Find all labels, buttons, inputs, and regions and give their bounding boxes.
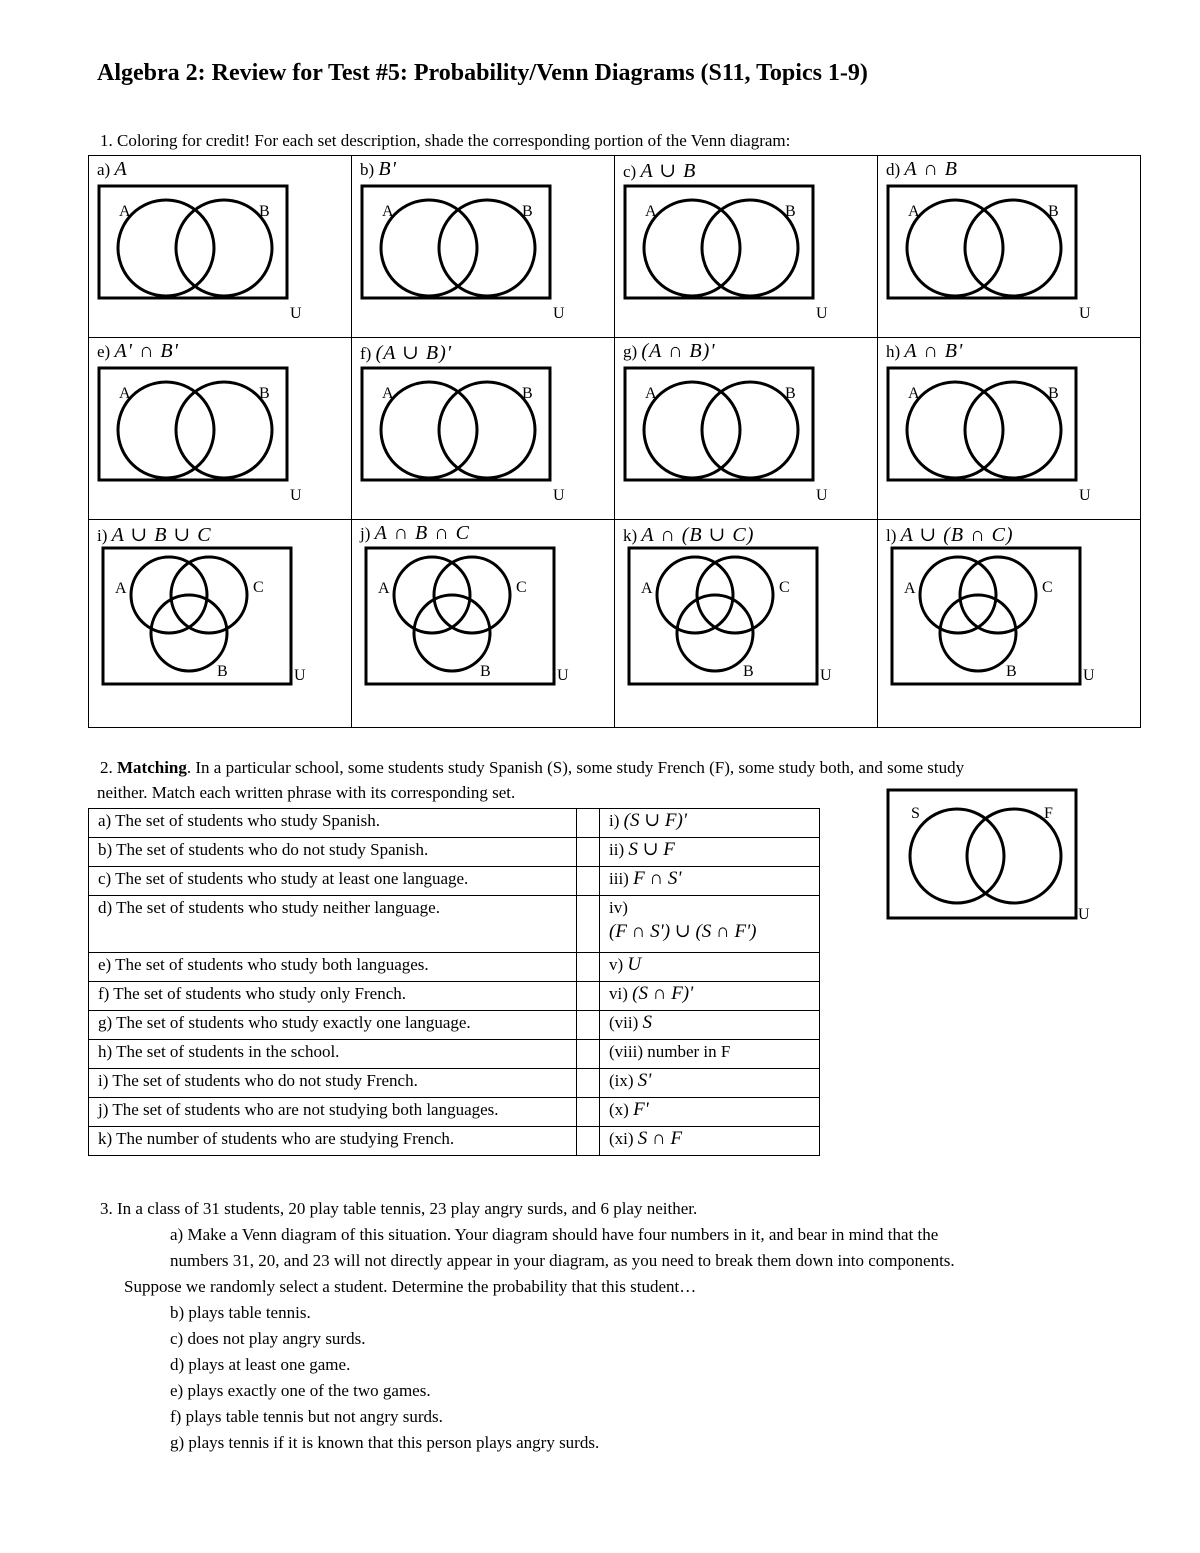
matching-row — [89, 838, 820, 867]
q3-part-d: d) plays at least one game. — [170, 1355, 351, 1374]
set-expression: A ∩ B' — [904, 340, 964, 362]
option-label: iii) — [609, 869, 629, 888]
set-expression: A ∩ (B ∪ C) — [641, 524, 755, 546]
matching-row — [89, 867, 820, 896]
option-expression: (S ∩ F)' — [632, 983, 694, 1004]
q2-number: 2. — [100, 758, 117, 777]
set-label: A — [908, 385, 920, 402]
phrase-cell: b) The set of students who do not study Spanish. — [89, 838, 577, 867]
cell-label: h) — [886, 342, 901, 361]
set-expression: A ∪ (B ∩ C) — [900, 524, 1014, 546]
set-label: A — [115, 580, 127, 597]
set-expression: A ∩ B — [904, 158, 958, 180]
set-expression: A ∪ B ∪ C — [111, 524, 212, 546]
universe-label: U — [290, 487, 302, 504]
venn-cell — [352, 520, 615, 728]
set-label: B — [1006, 663, 1017, 680]
set-label: B — [259, 385, 270, 402]
matching-row — [89, 1040, 820, 1069]
matching-row — [89, 896, 820, 953]
set-label: B — [785, 203, 796, 220]
q3-part-f: f) plays table tennis but not angry surds. — [170, 1407, 443, 1426]
set-label: B — [743, 663, 754, 680]
universe-label: U — [816, 487, 828, 504]
cell-label: j) — [360, 524, 371, 543]
option-label: ii) — [609, 840, 625, 859]
phrase-cell: e) The set of students who study both languages. — [89, 953, 577, 982]
set-label: B — [785, 385, 796, 402]
option-label: (viii) number in F — [609, 1042, 731, 1061]
q3-part-b: b) plays table tennis. — [170, 1303, 311, 1322]
answer-blank[interactable] — [577, 982, 600, 1011]
universe-label: U — [294, 667, 306, 684]
set-expression: A ∪ B — [640, 160, 697, 182]
set-circle — [118, 382, 214, 478]
set-label: C — [516, 579, 527, 596]
q3-part-c: c) does not play angry surds. — [170, 1329, 366, 1348]
set-label: B — [217, 663, 228, 680]
set-option-cell — [600, 809, 820, 838]
phrase-cell: f) The set of students who study only French. — [89, 982, 577, 1011]
option-label: v) — [609, 955, 624, 974]
set-option-cell — [600, 1011, 820, 1040]
answer-blank[interactable] — [577, 1098, 600, 1127]
venn-cell — [89, 338, 352, 520]
set-label: A — [908, 203, 920, 220]
venn-diagram[interactable] — [352, 520, 614, 727]
venn-diagram[interactable] — [615, 338, 877, 519]
set-label: B — [480, 663, 491, 680]
set-option-cell — [600, 896, 820, 953]
universe-label: U — [820, 667, 832, 684]
set-label: B — [1048, 385, 1059, 402]
cell-label: k) — [623, 526, 638, 545]
set-option-cell — [600, 982, 820, 1011]
option-label: (xi) — [609, 1129, 634, 1148]
q2-intro-text: . In a particular school, some students study Spanish (S), some study French (F), some study both, and some study — [186, 758, 965, 777]
set-circle — [439, 200, 535, 296]
set-label: A — [119, 203, 131, 220]
phrase-cell: a) The set of students who study Spanish. — [89, 809, 577, 838]
set-option-cell — [600, 1098, 820, 1127]
set-expression: (A ∪ B)' — [375, 342, 453, 364]
set-label: C — [1042, 579, 1053, 596]
option-label: (vii) — [609, 1013, 639, 1032]
option-expression: (S ∪ F)' — [623, 810, 687, 831]
set-label: A — [382, 203, 394, 220]
matching-row — [89, 1069, 820, 1098]
venn-diagram[interactable] — [352, 156, 614, 337]
set-label: S — [911, 805, 920, 822]
venn-cell — [615, 338, 878, 520]
spanish-circle — [910, 809, 1004, 903]
set-option-cell — [600, 867, 820, 896]
phrase-cell: c) The set of students who study at least one language. — [89, 867, 577, 896]
cell-label: e) — [97, 342, 111, 361]
set-circle — [381, 382, 477, 478]
q3-suppose: Suppose we randomly select a student. Determine the probability that this student… — [124, 1277, 697, 1296]
q3-part-a-line2: numbers 31, 20, and 23 will not directly appear in your diagram, as you need to break them down into components. — [170, 1251, 955, 1270]
matching-row — [89, 1127, 820, 1156]
matching-row — [89, 953, 820, 982]
set-expression: A ∩ B ∩ C — [374, 522, 470, 544]
q2-heading: Matching — [117, 758, 187, 777]
set-label: A — [378, 580, 390, 597]
venn-diagram[interactable] — [878, 156, 1140, 337]
answer-blank[interactable] — [577, 896, 600, 953]
universe-label: U — [553, 487, 565, 504]
option-label: (x) — [609, 1100, 629, 1119]
cell-label: d) — [886, 160, 901, 179]
option-expression: F ∩ S' — [633, 868, 682, 889]
set-label: A — [119, 385, 131, 402]
option-label: i) — [609, 811, 620, 830]
matching-table — [88, 808, 820, 1156]
venn-diagram[interactable] — [352, 338, 614, 519]
q1-intro: 1. Coloring for credit! For each set description, shade the corresponding portion of the Venn diagram: — [100, 131, 791, 150]
cell-label: b) — [360, 160, 375, 179]
set-circle — [965, 382, 1061, 478]
answer-blank[interactable] — [577, 1127, 600, 1156]
set-circle — [118, 200, 214, 296]
set-circle — [439, 382, 535, 478]
answer-blank[interactable] — [577, 809, 600, 838]
phrase-cell: h) The set of students in the school. — [89, 1040, 577, 1069]
venn-diagram[interactable] — [615, 156, 877, 337]
set-circle — [644, 200, 740, 296]
set-expression: B' — [378, 158, 397, 180]
set-label: A — [645, 203, 657, 220]
universe-label: U — [816, 305, 828, 322]
set-circle — [381, 200, 477, 296]
set-option-cell — [600, 838, 820, 867]
q3-intro: 3. In a class of 31 students, 20 play table tennis, 23 play angry surds, and 6 play neither. — [100, 1199, 698, 1218]
set-label: B — [259, 203, 270, 220]
set-expression: (A ∩ B)' — [641, 340, 716, 362]
set-circle — [907, 382, 1003, 478]
set-label: B — [522, 385, 533, 402]
venn-diagram[interactable] — [878, 338, 1140, 519]
venn-diagram[interactable] — [89, 338, 351, 519]
set-label: A — [645, 385, 657, 402]
option-expression: S ∪ F — [628, 839, 675, 860]
answer-blank[interactable] — [577, 1040, 600, 1069]
phrase-cell: g) The set of students who study exactly one language. — [89, 1011, 577, 1040]
universe-label: U — [1083, 667, 1095, 684]
set-label: C — [779, 579, 790, 596]
universe-label: U — [1078, 906, 1090, 923]
set-option-cell — [600, 1069, 820, 1098]
venn-diagram[interactable] — [878, 520, 1140, 727]
venn-cell — [352, 338, 615, 520]
cell-label: c) — [623, 162, 637, 181]
set-circle — [965, 200, 1061, 296]
set-circle — [644, 382, 740, 478]
q3-part-g: g) plays tennis if it is known that this person plays angry surds. — [170, 1433, 600, 1452]
option-expression: S — [642, 1012, 653, 1033]
venn-cell — [89, 156, 352, 338]
set-circle — [702, 200, 798, 296]
q2-intro-line2: neither. Match each written phrase with its corresponding set. — [97, 783, 516, 802]
answer-blank[interactable] — [577, 1069, 600, 1098]
spanish-french-venn-diagram[interactable] — [880, 785, 1100, 930]
venn-cell — [615, 520, 878, 728]
phrase-cell: i) The set of students who do not study French. — [89, 1069, 577, 1098]
universe-label: U — [290, 305, 302, 322]
cell-label: i) — [97, 526, 108, 545]
matching-row — [89, 1011, 820, 1040]
set-circle — [702, 382, 798, 478]
venn-diagram[interactable] — [89, 156, 351, 337]
cell-label: f) — [360, 344, 372, 363]
venn-cell — [878, 156, 1141, 338]
phrase-cell: k) The number of students who are studying French. — [89, 1127, 577, 1156]
universe-label: U — [553, 305, 565, 322]
matching-row — [89, 982, 820, 1011]
option-expression: F' — [633, 1099, 649, 1120]
phrase-cell: j) The set of students who are not studying both languages. — [89, 1098, 577, 1127]
set-option-cell — [600, 1127, 820, 1156]
universe-label: U — [1079, 487, 1091, 504]
option-expression: S' — [637, 1070, 652, 1091]
venn-cell — [89, 520, 352, 728]
option-expression: S ∩ F — [637, 1128, 683, 1149]
set-circle — [907, 200, 1003, 296]
set-label: A — [382, 385, 394, 402]
answer-blank[interactable] — [577, 838, 600, 867]
matching-row — [89, 1098, 820, 1127]
answer-blank[interactable] — [577, 1011, 600, 1040]
venn-diagram[interactable] — [89, 520, 351, 727]
answer-blank[interactable] — [577, 953, 600, 982]
option-expression: (F ∩ S') ∪ (S ∩ F') — [609, 921, 757, 942]
venn-cell — [878, 338, 1141, 520]
cell-label: g) — [623, 342, 638, 361]
set-option-cell — [600, 953, 820, 982]
set-label: C — [253, 579, 264, 596]
option-label: vi) — [609, 984, 628, 1003]
set-label: F — [1044, 805, 1053, 822]
page-title: Algebra 2: Review for Test #5: Probability/Venn Diagrams (S11, Topics 1-9) — [97, 60, 868, 86]
venn-diagram[interactable] — [615, 520, 877, 727]
set-option-cell — [600, 1040, 820, 1069]
answer-blank[interactable] — [577, 867, 600, 896]
option-expression: U — [627, 954, 642, 975]
option-label: (ix) — [609, 1071, 634, 1090]
universe-label: U — [1079, 305, 1091, 322]
set-label: B — [522, 203, 533, 220]
set-label: B — [1048, 203, 1059, 220]
matching-row — [89, 809, 820, 838]
set-label: A — [904, 580, 916, 597]
set-circle — [176, 382, 272, 478]
venn-cell — [878, 520, 1141, 728]
venn-cell — [352, 156, 615, 338]
venn-cell — [615, 156, 878, 338]
set-expression: A' ∩ B' — [114, 340, 179, 362]
french-circle — [967, 809, 1061, 903]
set-label: A — [641, 580, 653, 597]
set-circle — [176, 200, 272, 296]
cell-label: l) — [886, 526, 897, 545]
q2-intro-line1 — [100, 758, 964, 778]
venn-grid — [88, 155, 1141, 728]
cell-label: a) — [97, 160, 111, 179]
q3-part-a-line1: a) Make a Venn diagram of this situation. Your diagram should have four numbers in it, and bear in mind that the — [170, 1225, 939, 1244]
universe-label: U — [557, 667, 569, 684]
phrase-cell: d) The set of students who study neither language. — [89, 896, 577, 953]
q3-part-e: e) plays exactly one of the two games. — [170, 1381, 431, 1400]
set-expression: A — [114, 158, 128, 180]
option-label: iv) — [609, 898, 628, 917]
